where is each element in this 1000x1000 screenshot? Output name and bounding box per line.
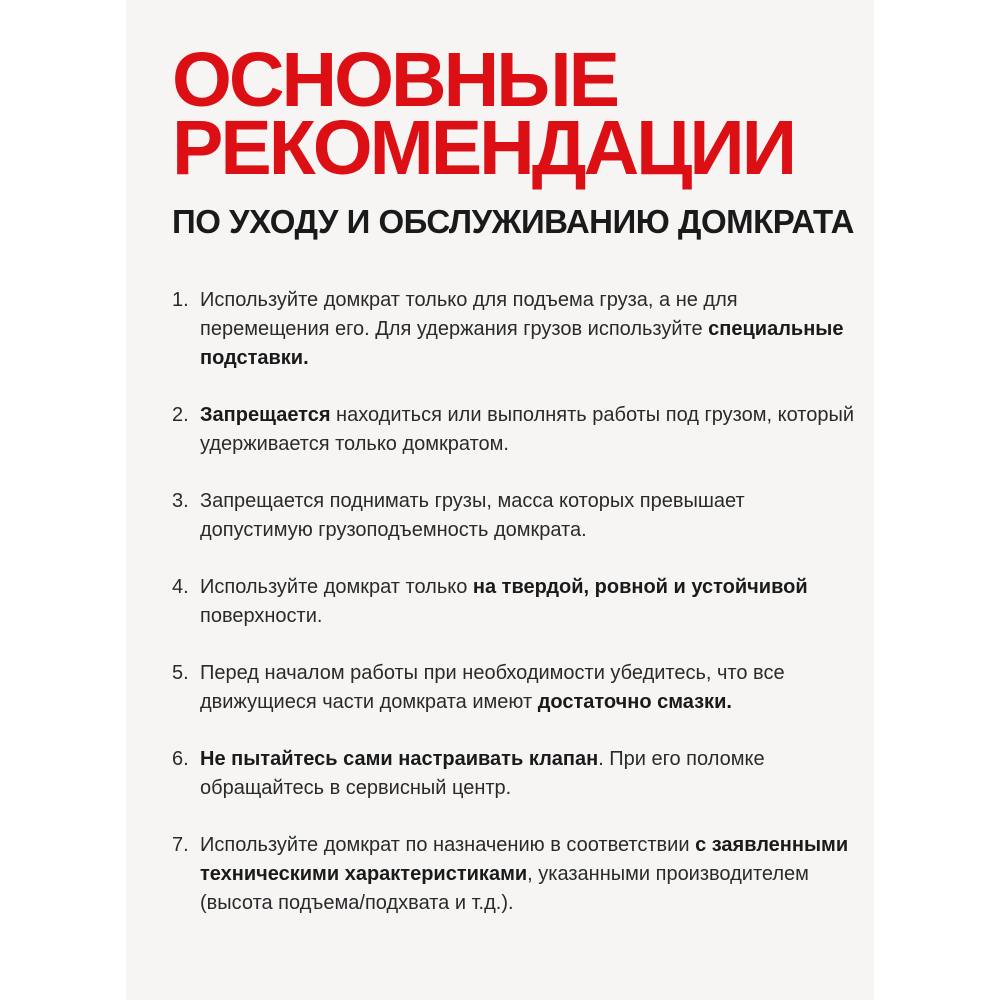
title-line-1: ОСНОВНЫЕ — [172, 37, 617, 123]
item-text: . При его поломке обращайтесь в сервисный центр. — [200, 748, 765, 799]
recommendations-list — [172, 286, 874, 918]
item-text: Используйте домкрат по назначению в соответствии — [200, 834, 696, 856]
item-bold-text: Не пытайтесь сами настраивать клапан — [200, 748, 599, 770]
list-item-6 — [172, 745, 860, 803]
item-bold-text: с заявленными техническими характеристиками — [200, 834, 849, 885]
item-number: 1. — [172, 289, 189, 311]
item-text: Используйте домкрат только — [200, 576, 473, 598]
title-line-2: РЕКОМЕНДАЦИИ — [172, 105, 795, 191]
list-item-2 — [172, 401, 860, 459]
item-text: Запрещается поднимать грузы, масса которых превышает допустимую грузоподъемность домкрата. — [200, 490, 745, 541]
list-item-1 — [172, 286, 860, 373]
list-item-4 — [172, 573, 860, 631]
item-number: 6. — [172, 748, 189, 770]
item-bold-text: на твердой, ровной и устойчивой — [472, 576, 808, 598]
page-title — [172, 37, 874, 191]
list-item-5 — [172, 659, 860, 717]
item-bold-text: специальные подставки. — [200, 318, 844, 369]
item-number: 4. — [172, 576, 189, 598]
item-text: находиться или выполнять работы под грузом, который удерживается только домкратом. — [200, 404, 854, 455]
item-text: Используйте домкрат только для подъема груза, а не для перемещения его. Для удержания грузов используйте — [200, 289, 738, 340]
recommendations-card — [126, 0, 874, 1000]
list-item-7 — [172, 831, 860, 918]
item-text: поверхности. — [200, 605, 323, 627]
item-number: 2. — [172, 404, 189, 426]
page-subtitle: ПО УХОДУ И ОБСЛУЖИВАНИЮ ДОМКРАТА — [172, 203, 854, 240]
item-bold-text: достаточно смазки. — [537, 691, 732, 713]
item-bold-text: Запрещается — [200, 404, 331, 426]
item-number: 5. — [172, 662, 189, 684]
list-item-3 — [172, 487, 860, 545]
item-text: Перед началом работы при необходимости убедитесь, что все движущиеся части домкрата имеют — [200, 662, 785, 713]
item-text: , указанными производителем (высота подъема/подхвата и т.д.). — [200, 863, 809, 914]
item-number: 7. — [172, 834, 189, 856]
item-number: 3. — [172, 490, 189, 512]
